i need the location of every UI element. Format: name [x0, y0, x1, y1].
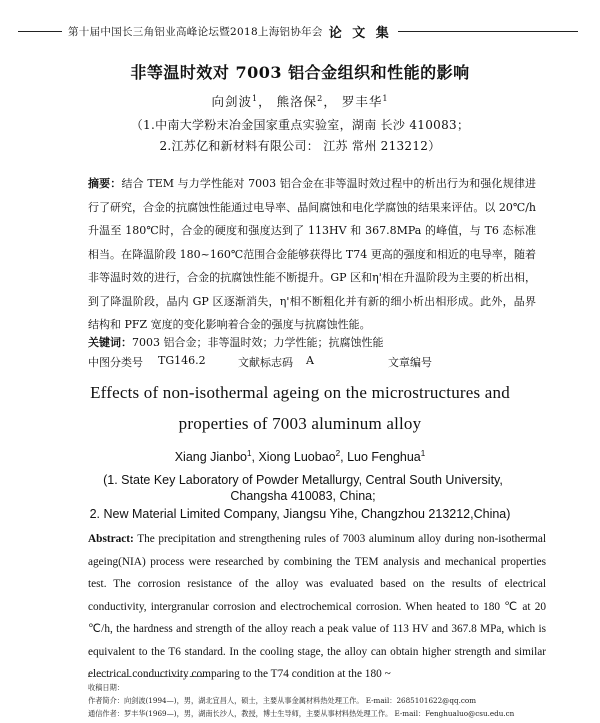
cn-author-name: 罗丰华 — [341, 94, 383, 109]
header-rule-right — [398, 31, 578, 32]
cn-author-name: 向剑波 — [211, 94, 252, 109]
en-title-line-2: properties of 7003 aluminum alloy — [178, 414, 422, 433]
classification-line — [88, 354, 548, 372]
cn-authors: 向剑波$^1$， 熊洛保$^2$， 罗丰华$^1$ — [211, 92, 389, 109]
en-author-affil-mark: 2 — [335, 448, 341, 458]
cn-author-affil-mark: 1 — [252, 92, 259, 103]
cn-author-affil-mark: 2 — [317, 92, 324, 103]
en-affiliation-2: 2. New Material Limited Company, Jiangsu Yihe, Changzhou 213212,China) — [89, 507, 511, 521]
article-no-label: 文章编号 — [388, 356, 432, 369]
clc-label: 中图分类号 — [88, 356, 143, 369]
clc-value: TG146.2 — [158, 354, 206, 367]
footnote-received: 收稿日期： — [88, 683, 124, 692]
cn-keywords-label: 关键词： — [88, 336, 132, 349]
en-author-name: Xiang Jianbo — [174, 450, 247, 464]
footnote-divider — [88, 676, 208, 677]
en-abstract-text: The precipitation and strengthening rules of 7003 aluminum alloy during non-isothermal ageing(NIA) process were researched by combining the TEM analysis and mechanical properties test. The corrosion resistance of the alloy was evaluated based on the results of electrical conductivity, intergranular corrosion and electrochemical corrosion. When heated to 180 ℃ at 20 ℃/h, the hardness and strength of the alloy reach a peak value of 113 HV and 367.8 MPa, which is equivalent to the T6 standard. In the cooling stage, the alloy can obtain higher strength and similar electrical conductivity comparing to the T74 condition at the 180 ~ — [88, 533, 546, 680]
footnotes — [88, 681, 548, 720]
cn-title: 非等温时效对 7003 铝合金组织和性能的影响 — [130, 63, 470, 82]
running-header — [18, 20, 578, 42]
header-proceedings-tag: 论 文 集 — [328, 25, 392, 41]
cn-abstract — [88, 172, 536, 337]
cn-affiliation-2: 2.江苏亿和新材料有限公司： 江苏 常州 213212） — [159, 139, 441, 153]
doc-code-value: A — [306, 354, 314, 367]
footnote-author-2: 通信作者：罗丰华(1969—)，男，湖南长沙人，教授，博士生导师，主要从事材料热处理工作。 E-mail：Fenghualuo@csu.edu.cn — [88, 709, 515, 718]
en-abstract-label: Abstract: — [88, 533, 134, 545]
cn-abstract-label: 摘要： — [88, 177, 122, 190]
doc-code-label: 文献标志码 — [238, 356, 293, 369]
en-authors: Xiang Jianbo$^1$, Xiong Luobao$^2$, Luo Fenghua$^1$ — [174, 448, 426, 464]
en-title-line-1: Effects of non-isothermal ageing on the microstructures and — [90, 383, 510, 402]
cn-author-name: 熊洛保 — [276, 94, 318, 109]
header-conference-name: 第十届中国长三角铝业高峰论坛暨2018上海铝协年会 — [68, 25, 323, 38]
en-author-affil-mark: 1 — [420, 448, 426, 458]
header-rule-left — [18, 31, 62, 32]
en-author-name: Luo Fenghua — [347, 450, 421, 464]
en-author-affil-mark: 1 — [246, 448, 252, 458]
en-affiliation-1: (1. State Key Laboratory of Powder Metallurgy, Central South University, Changsha 410083, China; — [103, 473, 503, 503]
cn-abstract-text: 结合 TEM 与力学性能对 7003 铝合金在非等温时效过程中的析出行为和强化规律进行了研究，合金的抗腐蚀性能通过电导率、晶间腐蚀和电化学腐蚀的结果来评估。以 20℃/h 升温至 180℃时，合金的硬度和强度达到了 113HV 和 367.8MPa 的峰值，与 T6 态标准相当。在降温阶段 180~160℃范围合金能够获得比 T74 更高的强度和相近的电导率，随着非等温时效的进行，合金的抗腐蚀性能不断提升。GP 区和η'相在升温阶段为主要的析出相，到了降温阶段，晶内 GP 区逐渐消失，η'相不断粗化并有新的细小析出相形成。此外，晶界结构和 PFZ 宽度的变化影响着合金的强度与抗腐蚀性能。 — [88, 177, 536, 331]
cn-affiliation-1: （1.中南大学粉末冶金国家重点实验室，湖南 长沙 410083； — [130, 118, 470, 132]
cn-keywords — [88, 334, 548, 350]
cn-keywords-text: 7003 铝合金；非等温时效；力学性能；抗腐蚀性能 — [132, 336, 384, 349]
en-author-name: Xiong Luobao — [258, 450, 336, 464]
cn-author-affil-mark: 1 — [382, 92, 389, 103]
en-abstract — [88, 528, 546, 686]
footnote-author-1: 作者简介：向剑波(1994—)，男，湖北宜昌人，硕士，主要从事金属材料热处理工作。 E-mail：2685101622@qq.com — [88, 696, 477, 705]
